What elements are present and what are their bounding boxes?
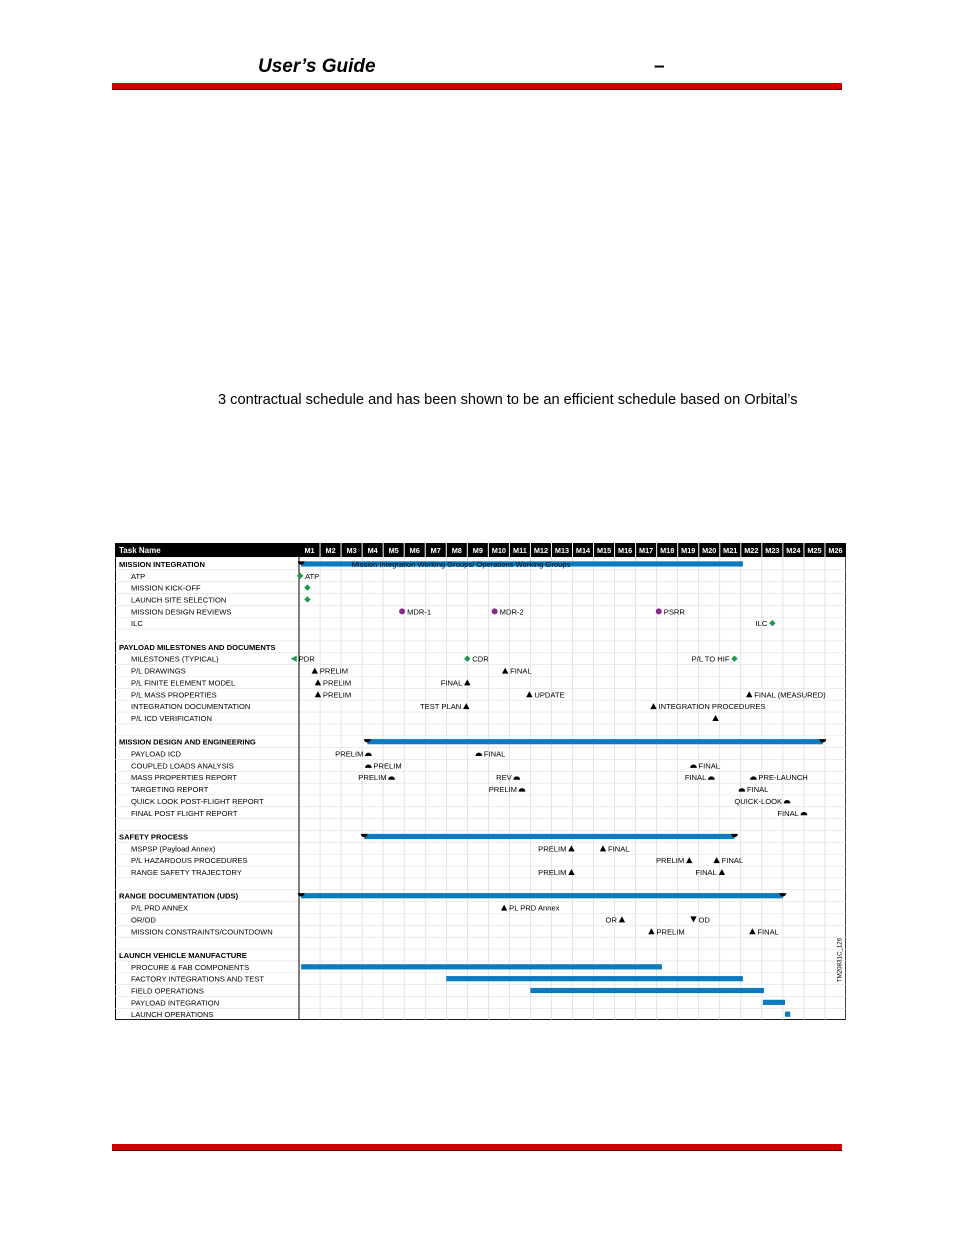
task-label: RANGE SAFETY TRAJECTORY [131,868,242,878]
milestone-label: FINAL [483,749,506,759]
task-label: P/L PRD ANNEX [131,903,189,913]
month-label: M9 [472,546,483,555]
month-label: M25 [807,546,822,555]
milestone-label: PRELIM [488,785,518,795]
task-label: COUPLED LOADS ANALYSIS [131,761,234,771]
month-label: M13 [554,546,570,555]
milestone-label: UPDATE [534,690,565,700]
group-label: LAUNCH VEHICLE MANUFACTURE [119,950,247,960]
schedule-bar [763,1000,785,1005]
milestone-label: CDR [472,654,489,664]
milestone-label: FINAL [757,927,779,937]
milestone-label: P/L TO HIF [691,654,730,664]
milestone-label: FINAL [721,856,744,866]
task-label: ATP [131,571,146,581]
task-label: MISSION CONSTRAINTS/COUNTDOWN [131,927,273,937]
milestone-label: OD [698,915,710,925]
task-label: PAYLOAD INTEGRATION [131,998,220,1008]
body-text: 3 contractual schedule and has been shown to be an efficient schedule based on Orbital’s [218,392,798,408]
schedule-bar [785,1012,790,1017]
task-label: LAUNCH OPERATIONS [131,1010,214,1020]
milestone-label: PRELIM [322,690,352,700]
header-rule [112,83,842,90]
milestone-label: MDR-1 [407,607,432,617]
schedule-bar [301,964,662,969]
milestone-label: FINAL [777,808,799,818]
schedule-gantt-chart [115,543,846,1020]
task-label: MASS PROPERTIES REPORT [131,773,238,783]
task-label: MILESTONES (TYPICAL) [131,654,219,664]
schedule-bar [301,893,783,898]
milestone-label: FINAL (MEASURED) [754,690,826,700]
milestone-label: PRELIM [322,678,352,688]
schedule-bar [446,976,743,981]
task-label: QUICK LOOK POST-FLIGHT REPORT [131,796,264,806]
milestone-circle [656,608,662,614]
month-label: M22 [744,546,759,555]
schedule-bar [530,988,764,993]
schedule-bar [367,739,822,744]
milestone-label: FINAL [698,761,721,771]
milestone-label: PRELIM [538,868,567,878]
month-label: M26 [828,546,843,555]
footer-rule [112,1144,842,1151]
milestone-label: PRELIM [358,773,387,783]
task-label: P/L FINITE ELEMENT MODEL [131,678,236,688]
month-label: M7 [430,546,441,555]
month-label: M18 [660,546,675,555]
schedule-bar [364,834,734,839]
milestone-label: TEST PLAN [420,702,462,712]
month-label: M24 [786,546,801,555]
task-label: P/L MASS PROPERTIES [131,690,217,700]
month-label: M19 [681,546,696,555]
month-label: M3 [346,546,357,555]
month-label: M12 [533,546,549,555]
milestone-label: OR [605,915,617,925]
milestone-label: ATP [305,571,320,581]
milestone-label: MDR-2 [499,607,524,617]
month-label: M14 [575,546,591,555]
month-label: M23 [765,546,780,555]
task-label: PROCURE & FAB COMPONENTS [131,962,250,972]
task-label: MISSION KICK-OFF [131,583,201,593]
month-label: M2 [325,546,336,555]
task-label: FIELD OPERATIONS [131,986,204,996]
milestone-label: FINAL [684,773,707,783]
task-label: LAUNCH SITE SELECTION [131,595,227,605]
milestone-label: PRELIM [655,856,685,866]
milestone-label: PRELIM [656,927,685,937]
milestone-label: INTEGRATION PROCEDURES [658,702,766,712]
milestone-label: PRELIM [538,844,567,854]
month-label: M11 [513,546,527,555]
month-label: M5 [388,546,399,555]
group-label: RANGE DOCUMENTATION (UDS) [119,891,239,901]
milestone-label: FINAL [608,844,630,854]
group-label: PAYLOAD MILESTONES AND DOCUMENTS [119,642,276,652]
task-label: P/L DRAWINGS [131,666,186,676]
month-label: M4 [367,546,378,555]
milestone-label: FINAL [695,868,717,878]
milestone-label: PSRR [663,607,685,617]
header-dash: – [654,56,665,77]
month-label: M6 [409,546,420,555]
month-label: M10 [491,546,506,555]
milestone-label: PRELIM [319,666,349,676]
milestone-label: FINAL [510,666,532,676]
month-label: M15 [596,546,612,555]
milestone-circle [492,608,498,614]
month-label: M21 [723,546,738,555]
task-label: FACTORY INTEGRATIONS AND TEST [131,974,265,984]
group-label: MISSION DESIGN AND ENGINEERING [119,737,256,747]
task-label: OR/OD [131,915,156,925]
bar-annotation: Mission Integration Working Groups/ Operations Working Groups [351,559,571,569]
milestone-label: ILC [755,619,768,629]
milestone-circle [399,608,405,614]
task-label: INTEGRATION DOCUMENTATION [131,702,251,712]
task-label: ILC [131,619,143,629]
milestone-label: PDR [298,654,315,664]
milestone-label: PRELIM [335,749,364,759]
milestone-label: QUICK-LOOK [734,796,783,806]
month-label: M1 [304,546,315,555]
month-label: M20 [702,546,717,555]
header-title: User’s Guide [258,56,376,77]
task-label: P/L HAZARDOUS PROCEDURES [131,856,248,866]
task-name-header: Task Name [119,546,161,555]
group-label: SAFETY PROCESS [119,832,189,842]
task-label: TARGETING REPORT [131,785,209,795]
month-label: M8 [451,546,462,555]
milestone-label: PL PRD Annex [509,903,560,913]
milestone-label: FINAL [746,785,769,795]
milestone-label: FINAL [440,678,463,688]
milestone-label: PRE-LAUNCH [758,773,808,783]
task-label: MSPSP (Payload Annex) [131,844,216,854]
task-label: PAYLOAD ICD [131,749,181,759]
milestone-label: PRELIM [373,761,402,771]
chart-id-label: TM20831C_126 [836,937,844,983]
task-label: P/L ICD VERIFICATION [131,713,213,723]
month-label: M16 [617,546,633,555]
task-label: FINAL POST FLIGHT REPORT [131,808,238,818]
milestone-label: REV [496,773,512,783]
month-label: M17 [639,546,654,555]
task-label: MISSION DESIGN REVIEWS [131,607,232,617]
group-label: MISSION INTEGRATION [119,559,205,569]
